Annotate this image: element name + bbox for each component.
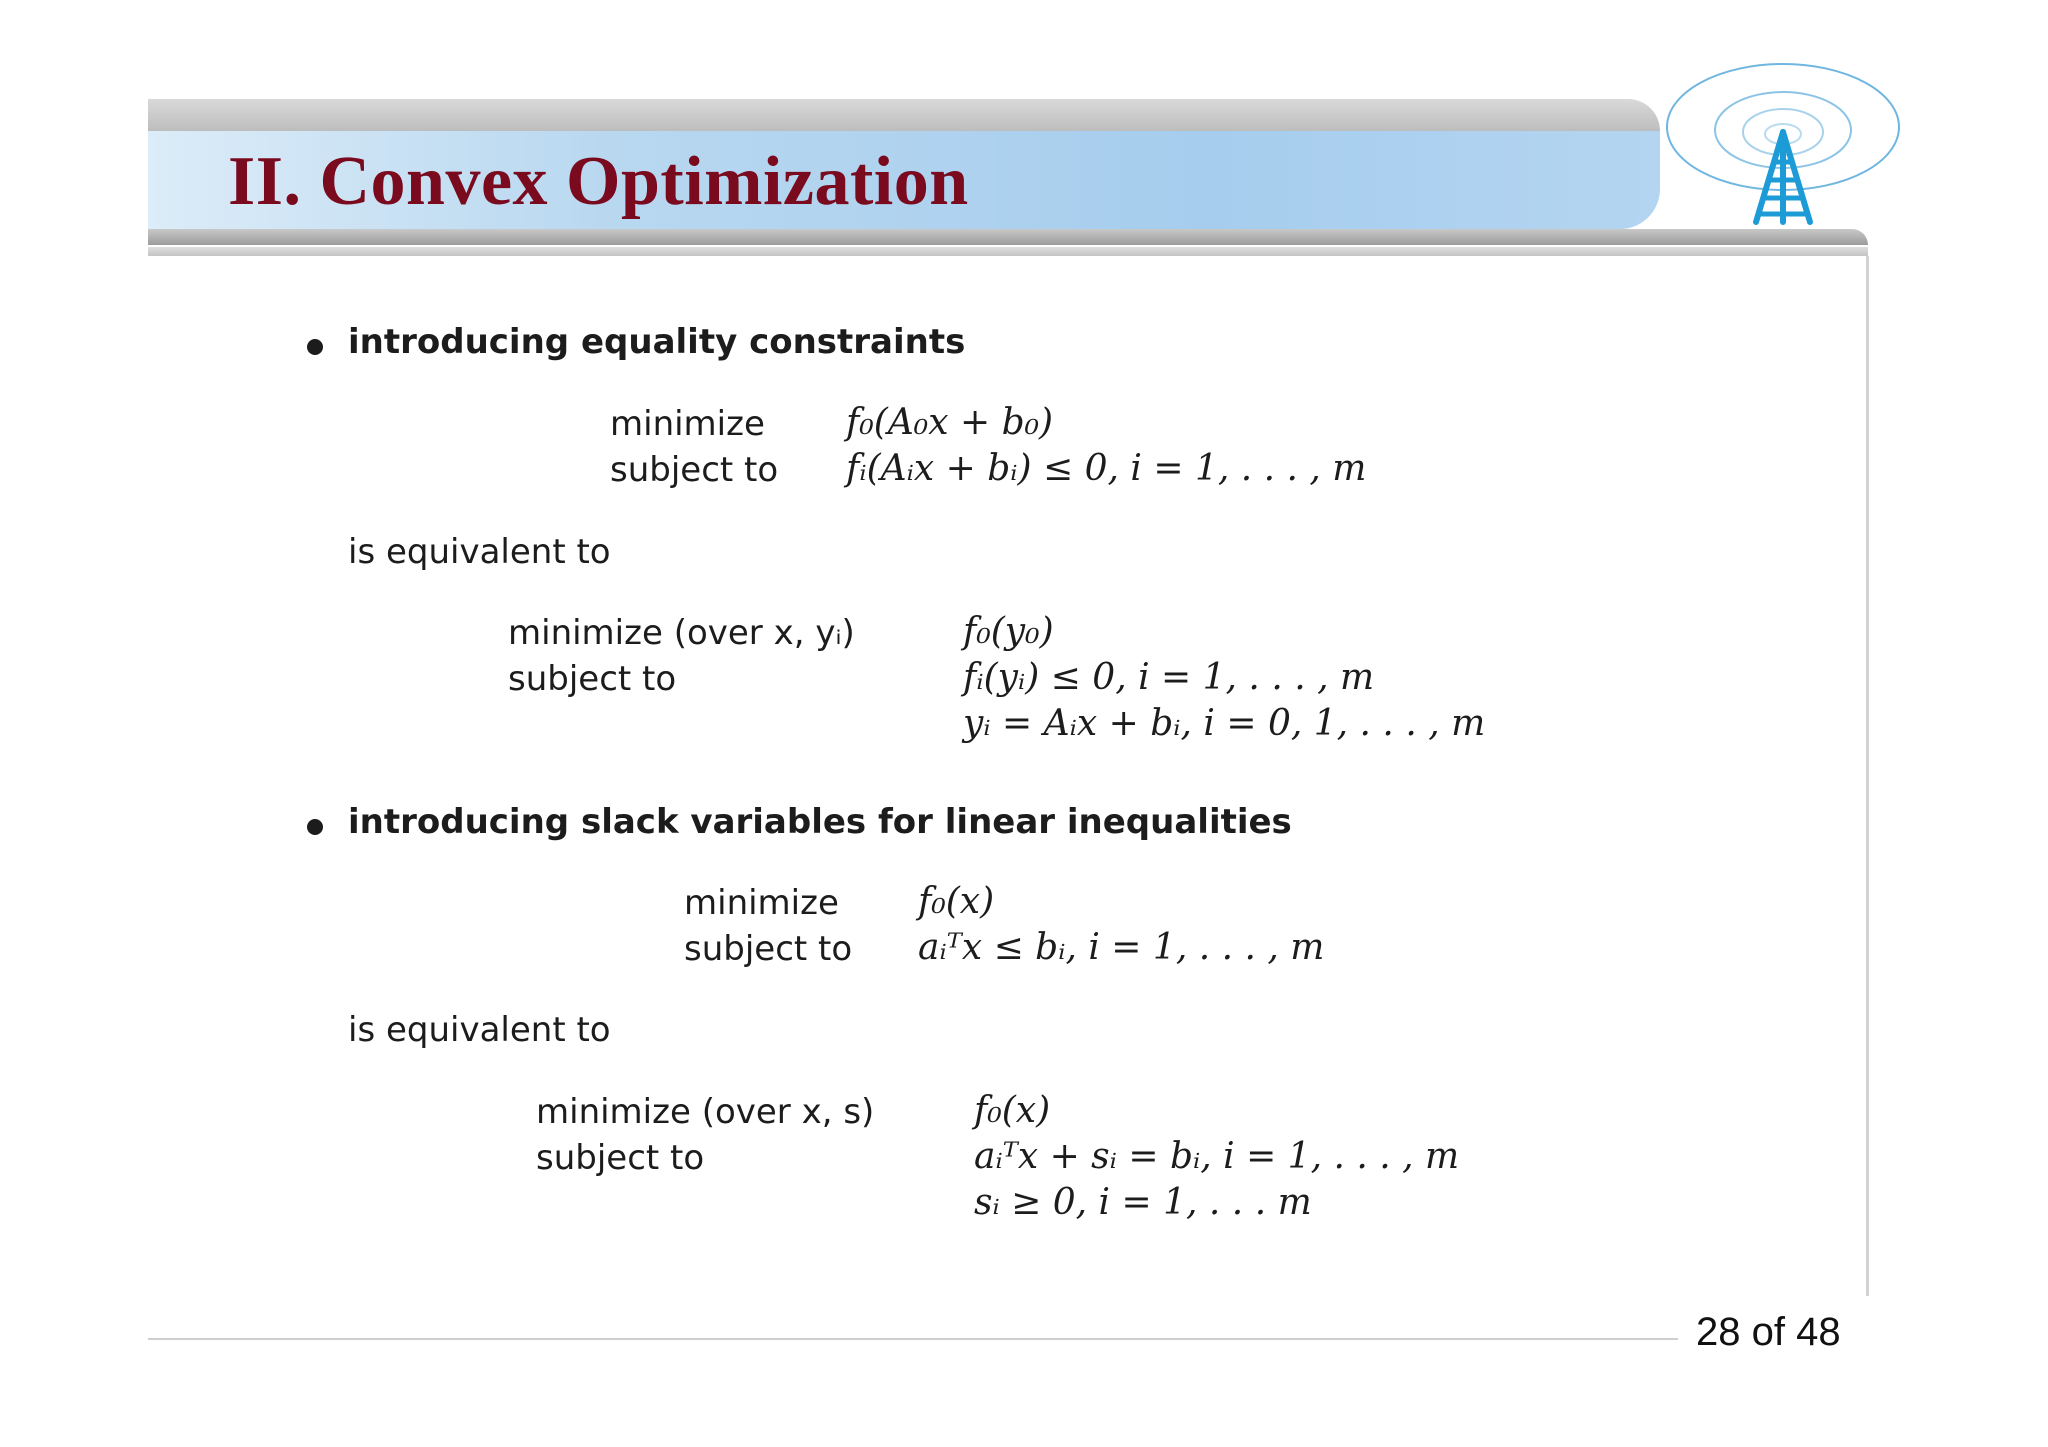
bullet-slack-variables: introducing slack variables for linear inequalities [348, 802, 1292, 842]
right-border-rule [1866, 256, 1869, 1296]
equiv-objective: f₀(y₀) [963, 611, 1054, 652]
equiv-constraint-inequality: fᵢ(yᵢ) ≤ 0, i = 1, . . . , m [963, 657, 1375, 698]
bullet-equality-constraints: introducing equality constraints [348, 322, 966, 362]
equivalence-text-2: is equivalent to [348, 1010, 611, 1050]
problem-label-subject-to: subject to [610, 450, 779, 490]
header-stripe [148, 229, 1868, 245]
bullet-dot [307, 339, 323, 355]
problem2-constraint: aᵢᵀx ≤ bᵢ, i = 1, . . . , m [918, 927, 1325, 968]
equiv2-label-minimize: minimize (over x, s) [536, 1092, 875, 1132]
equiv2-label-subject-to: subject to [536, 1138, 705, 1178]
radio-tower-icon [1662, 62, 1904, 232]
header-top-bar [148, 99, 1660, 131]
problem-objective: f₀(A₀x + b₀) [846, 402, 1054, 443]
bullet-dot [307, 819, 323, 835]
equiv-constraint-equality: yᵢ = Aᵢx + bᵢ, i = 0, 1, . . . , m [963, 703, 1486, 744]
equiv-label-subject-to: subject to [508, 659, 677, 699]
equiv-label-minimize: minimize (over x, yᵢ) [508, 613, 855, 653]
problem2-label-minimize: minimize [684, 883, 839, 923]
problem-constraint: fᵢ(Aᵢx + bᵢ) ≤ 0, i = 1, . . . , m [846, 448, 1367, 489]
equiv2-objective: f₀(x) [974, 1090, 1051, 1131]
equiv2-constraint-nonnegativity: sᵢ ≥ 0, i = 1, . . . m [974, 1182, 1312, 1223]
header-stripe-lower [148, 247, 1868, 256]
problem-label-minimize: minimize [610, 404, 765, 444]
slide-title: II. Convex Optimization [228, 143, 969, 220]
page-number: 28 of 48 [1696, 1310, 1841, 1354]
problem2-label-subject-to: subject to [684, 929, 853, 969]
equivalence-text: is equivalent to [348, 532, 611, 572]
problem2-objective: f₀(x) [918, 881, 995, 922]
footer-rule [148, 1338, 1678, 1340]
equiv2-constraint-equality: aᵢᵀx + sᵢ = bᵢ, i = 1, . . . , m [974, 1136, 1460, 1177]
